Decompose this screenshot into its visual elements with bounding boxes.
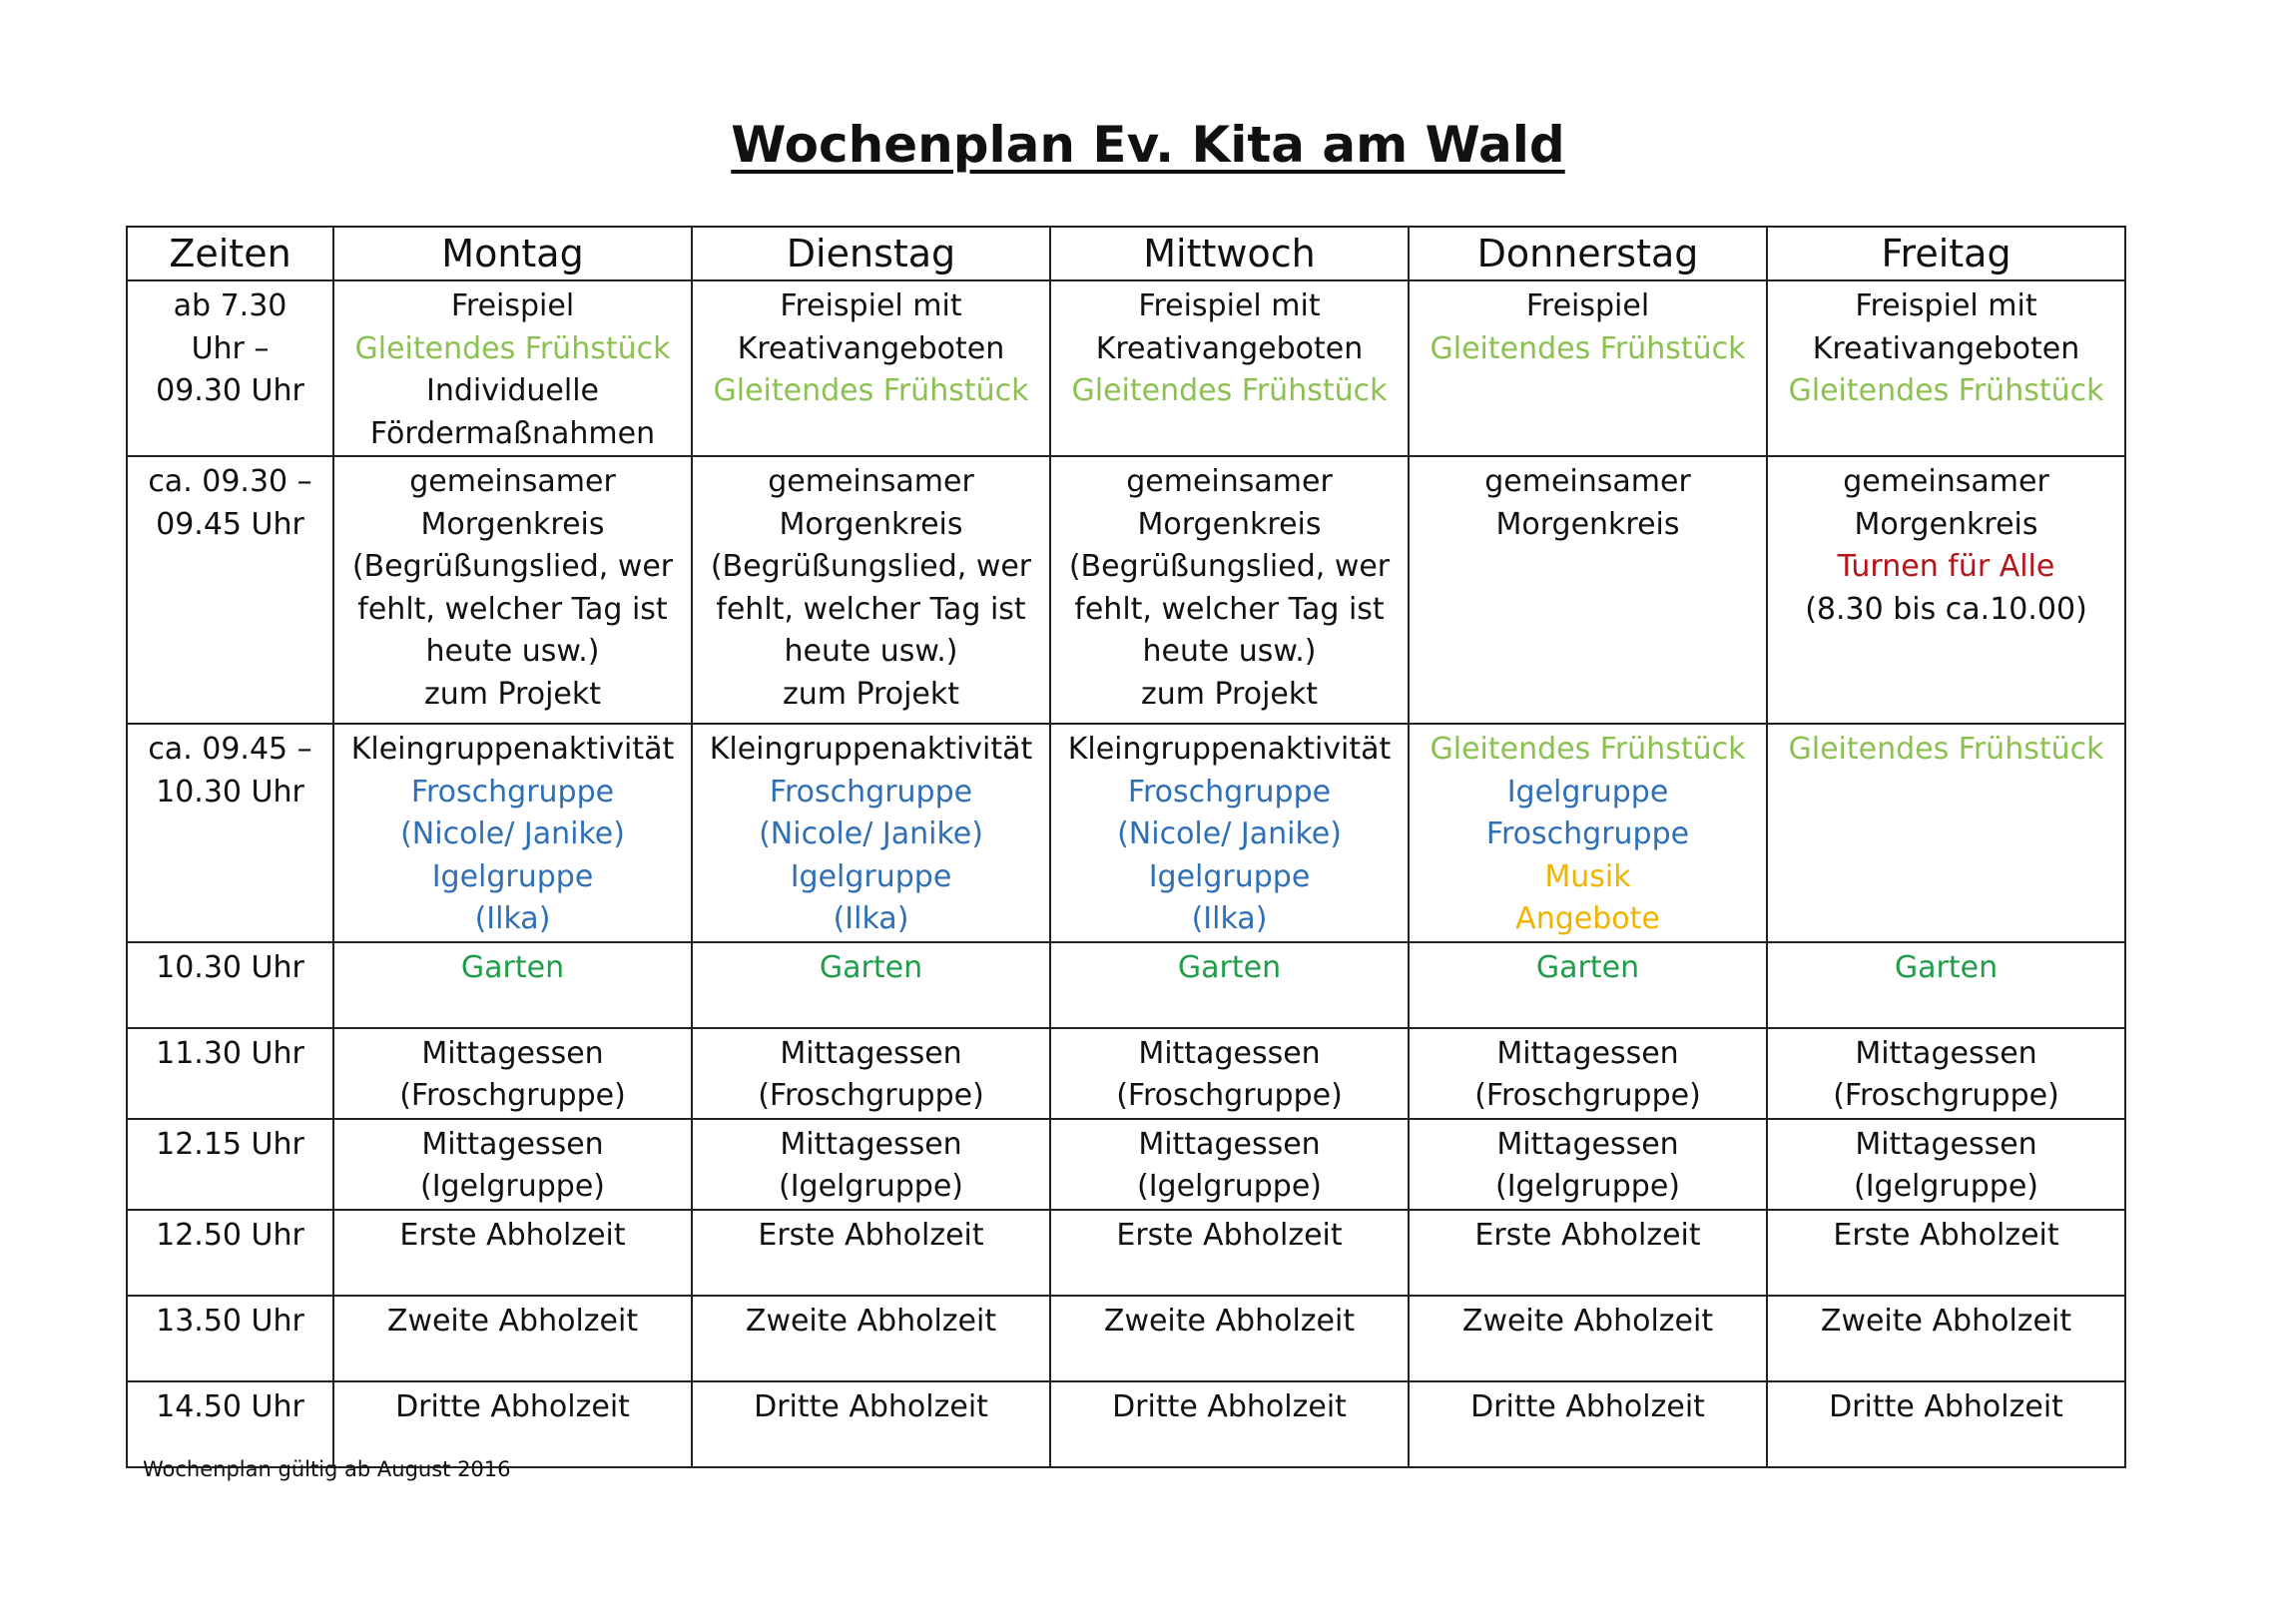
activity-line: Mittagessen — [780, 1126, 962, 1162]
activity-cell-mittwoch — [1050, 724, 1409, 942]
activity-line: Gleitendes Frühstück — [354, 330, 671, 366]
schedule-row — [127, 724, 2125, 942]
activity-line: Morgenkreis — [1495, 506, 1680, 542]
time-line: 12.50 Uhr — [156, 1217, 304, 1253]
activity-line: Kreativangeboten — [737, 330, 1005, 366]
time-line: 10.30 Uhr — [156, 774, 304, 810]
time-line: 10.30 Uhr — [156, 949, 304, 985]
activity-line: Froschgruppe — [410, 774, 615, 810]
weekly-schedule-table — [126, 226, 2126, 1468]
activity-line: Garten — [819, 949, 923, 985]
schedule-row — [127, 280, 2125, 456]
activity-line: (Igelgruppe) — [1494, 1169, 1681, 1204]
activity-cell-mittwoch — [1050, 1210, 1409, 1296]
activity-cell-dienstag — [692, 1381, 1050, 1467]
activity-cell-dienstag — [692, 1296, 1050, 1381]
activity-line: Gleitendes Frühstück — [713, 373, 1029, 408]
time-cell — [127, 1296, 333, 1381]
activity-cell-montag — [333, 724, 692, 942]
activity-line: gemeinsamer — [768, 464, 974, 499]
activity-line: (Ilka) — [474, 901, 551, 936]
activity-cell-mittwoch — [1050, 1028, 1409, 1119]
activity-cell-mittwoch — [1050, 942, 1409, 1028]
activity-line: fehlt, welcher Tag ist — [1074, 591, 1385, 627]
activity-cell-mittwoch — [1050, 280, 1409, 456]
activity-cell-montag — [333, 1028, 692, 1119]
activity-line: Fördermaßnahmen — [369, 415, 656, 451]
activity-line: Mittagessen — [1138, 1126, 1321, 1162]
activity-line: Mittagessen — [780, 1035, 962, 1071]
time-line: ca. 09.30 – — [148, 464, 312, 499]
activity-cell-freitag — [1767, 1381, 2125, 1467]
time-line: 14.50 Uhr — [156, 1388, 304, 1424]
time-cell — [127, 1119, 333, 1210]
activity-line: (Froschgruppe) — [399, 1078, 626, 1113]
activity-line: (Froschgruppe) — [758, 1078, 984, 1113]
activity-cell-donnerstag — [1409, 1381, 1767, 1467]
activity-cell-mittwoch — [1050, 456, 1409, 724]
schedule-row — [127, 1381, 2125, 1467]
activity-cell-freitag — [1767, 1210, 2125, 1296]
time-cell — [127, 1381, 333, 1467]
activity-cell-montag — [333, 1119, 692, 1210]
schedule-body — [127, 280, 2125, 1467]
activity-line: Igelgruppe — [431, 858, 594, 894]
header-freitag: Freitag — [1767, 227, 2125, 280]
time-cell — [127, 1028, 333, 1119]
time-line: 09.30 Uhr — [156, 373, 304, 408]
header-row — [127, 227, 2125, 280]
activity-line: Gleitendes Frühstück — [1430, 732, 1746, 767]
activity-line: Garten — [460, 949, 565, 985]
activity-cell-donnerstag — [1409, 1296, 1767, 1381]
activity-line: Garten — [1177, 949, 1282, 985]
activity-line: Mittagessen — [1855, 1126, 2037, 1162]
time-line: ca. 09.45 – — [148, 732, 312, 767]
activity-line: heute usw.) — [425, 634, 600, 669]
activity-line: zum Projekt — [423, 676, 602, 712]
activity-line: Erste Abholzeit — [399, 1217, 626, 1253]
activity-line: Morgenkreis — [779, 506, 963, 542]
activity-line: (Nicole/ Janike) — [759, 816, 983, 851]
activity-line: gemeinsamer — [1484, 464, 1691, 499]
activity-cell-dienstag — [692, 724, 1050, 942]
activity-line: Zweite Abholzeit — [745, 1303, 997, 1339]
activity-line: Kleingruppenaktivität — [350, 732, 675, 767]
activity-line: Erste Abholzeit — [1116, 1217, 1343, 1253]
activity-line: Gleitendes Frühstück — [1071, 373, 1388, 408]
schedule-row — [127, 456, 2125, 724]
activity-line: Zweite Abholzeit — [386, 1303, 639, 1339]
activity-line: Gleitendes Frühstück — [1430, 330, 1746, 366]
activity-cell-donnerstag — [1409, 942, 1767, 1028]
activity-cell-freitag — [1767, 1296, 2125, 1381]
activity-cell-donnerstag — [1409, 724, 1767, 942]
header-donnerstag: Donnerstag — [1409, 227, 1767, 280]
page-title-text: Wochenplan Ev. Kita am Wald — [731, 116, 1565, 174]
activity-cell-montag — [333, 1296, 692, 1381]
activity-line: Mittagessen — [1138, 1035, 1321, 1071]
activity-cell-mittwoch — [1050, 1296, 1409, 1381]
activity-line: (8.30 bis ca.10.00) — [1805, 591, 2087, 627]
activity-line: Turnen für Alle — [1837, 549, 2055, 584]
activity-line: Freispiel mit — [1855, 288, 2037, 323]
header-mittwoch: Mittwoch — [1050, 227, 1409, 280]
activity-cell-donnerstag — [1409, 280, 1767, 456]
activity-line: Musik — [1544, 858, 1631, 894]
activity-line: Kleingruppenaktivität — [1067, 732, 1392, 767]
activity-line: Angebote — [1515, 901, 1660, 936]
activity-line: gemeinsamer — [1843, 464, 2049, 499]
activity-line: fehlt, welcher Tag ist — [716, 591, 1026, 627]
activity-line: gemeinsamer — [1126, 464, 1333, 499]
activity-line: Garten — [1535, 949, 1640, 985]
activity-line: Morgenkreis — [1854, 506, 2038, 542]
activity-line: Igelgruppe — [1506, 774, 1669, 810]
activity-line: Mittagessen — [1496, 1035, 1679, 1071]
activity-line: Igelgruppe — [1148, 858, 1311, 894]
activity-cell-montag — [333, 942, 692, 1028]
activity-cell-mittwoch — [1050, 1119, 1409, 1210]
activity-line: (Begrüßungslied, wer — [351, 549, 674, 584]
activity-line: Zweite Abholzeit — [1103, 1303, 1356, 1339]
activity-cell-freitag — [1767, 1119, 2125, 1210]
schedule-row — [127, 1296, 2125, 1381]
activity-line: (Igelgruppe) — [1853, 1169, 2039, 1204]
schedule-row — [127, 1028, 2125, 1119]
activity-cell-dienstag — [692, 1119, 1050, 1210]
time-line: Uhr – — [191, 330, 270, 366]
activity-line: Kreativangeboten — [1095, 330, 1364, 366]
activity-line: zum Projekt — [1140, 676, 1319, 712]
header-montag: Montag — [333, 227, 692, 280]
activity-line: (Froschgruppe) — [1116, 1078, 1343, 1113]
schedule-row — [127, 942, 2125, 1028]
activity-line: (Igelgruppe) — [778, 1169, 964, 1204]
activity-cell-freitag — [1767, 456, 2125, 724]
activity-line: zum Projekt — [782, 676, 960, 712]
activity-cell-donnerstag — [1409, 1028, 1767, 1119]
activity-cell-freitag — [1767, 724, 2125, 942]
activity-line: Freispiel — [1525, 288, 1650, 323]
activity-line: Freispiel mit — [1138, 288, 1321, 323]
activity-line: Mittagessen — [1496, 1126, 1679, 1162]
activity-line: Erste Abholzeit — [1474, 1217, 1701, 1253]
activity-line: Dritte Abholzeit — [1112, 1388, 1347, 1424]
activity-line: Mittagessen — [421, 1035, 604, 1071]
activity-line: (Igelgruppe) — [419, 1169, 606, 1204]
activity-cell-dienstag — [692, 280, 1050, 456]
time-line: 11.30 Uhr — [156, 1035, 304, 1071]
activity-line: (Ilka) — [833, 901, 909, 936]
time-cell — [127, 1210, 333, 1296]
activity-cell-montag — [333, 456, 692, 724]
header-zeiten: Zeiten — [127, 227, 333, 280]
activity-line: Kreativangeboten — [1812, 330, 2080, 366]
activity-line: Erste Abholzeit — [758, 1217, 984, 1253]
activity-line: Dritte Abholzeit — [1829, 1388, 2063, 1424]
validity-footnote: Wochenplan gültig ab August 2016 — [143, 1457, 511, 1481]
activity-line: (Froschgruppe) — [1474, 1078, 1701, 1113]
activity-line: Mittagessen — [1855, 1035, 2037, 1071]
activity-cell-dienstag — [692, 942, 1050, 1028]
activity-line: Erste Abholzeit — [1833, 1217, 2059, 1253]
activity-cell-montag — [333, 1381, 692, 1467]
activity-line: heute usw.) — [1142, 634, 1317, 669]
activity-cell-montag — [333, 1210, 692, 1296]
activity-line: Dritte Abholzeit — [1470, 1388, 1705, 1424]
time-cell — [127, 942, 333, 1028]
activity-line: heute usw.) — [784, 634, 958, 669]
activity-cell-dienstag — [692, 1028, 1050, 1119]
activity-cell-freitag — [1767, 1028, 2125, 1119]
time-line: 13.50 Uhr — [156, 1303, 304, 1339]
activity-cell-donnerstag — [1409, 1210, 1767, 1296]
activity-line: Zweite Abholzeit — [1461, 1303, 1714, 1339]
schedule-row — [127, 1210, 2125, 1296]
activity-line: (Begrüßungslied, wer — [710, 549, 1032, 584]
activity-cell-donnerstag — [1409, 456, 1767, 724]
time-cell — [127, 724, 333, 942]
activity-cell-dienstag — [692, 1210, 1050, 1296]
activity-line: Morgenkreis — [420, 506, 605, 542]
activity-line: (Nicole/ Janike) — [400, 816, 625, 851]
activity-line: (Begrüßungslied, wer — [1068, 549, 1391, 584]
activity-cell-mittwoch — [1050, 1381, 1409, 1467]
header-dienstag: Dienstag — [692, 227, 1050, 280]
activity-line: Froschgruppe — [1127, 774, 1332, 810]
activity-line: Kleingruppenaktivität — [709, 732, 1033, 767]
activity-line: gemeinsamer — [409, 464, 616, 499]
activity-line: Individuelle — [426, 373, 599, 408]
activity-line: Igelgruppe — [790, 858, 952, 894]
activity-cell-donnerstag — [1409, 1119, 1767, 1210]
page-title — [0, 118, 2296, 173]
activity-cell-freitag — [1767, 942, 2125, 1028]
activity-line: Dritte Abholzeit — [754, 1388, 988, 1424]
activity-line: Froschgruppe — [1485, 816, 1690, 851]
activity-line: Froschgruppe — [769, 774, 973, 810]
time-line: 12.15 Uhr — [156, 1126, 304, 1162]
activity-line: (Ilka) — [1191, 901, 1268, 936]
time-line: 09.45 Uhr — [156, 506, 304, 542]
activity-line: Mittagessen — [421, 1126, 604, 1162]
activity-cell-dienstag — [692, 456, 1050, 724]
activity-line: Freispiel — [450, 288, 575, 323]
activity-line: (Froschgruppe) — [1833, 1078, 2059, 1113]
activity-line: Dritte Abholzeit — [395, 1388, 630, 1424]
activity-line: Morgenkreis — [1137, 506, 1322, 542]
activity-line: Garten — [1894, 949, 1999, 985]
activity-line: Freispiel mit — [780, 288, 962, 323]
activity-cell-montag — [333, 280, 692, 456]
activity-line: Zweite Abholzeit — [1820, 1303, 2072, 1339]
activity-cell-freitag — [1767, 280, 2125, 456]
activity-line: fehlt, welcher Tag ist — [357, 591, 668, 627]
time-line: ab 7.30 — [173, 288, 287, 323]
schedule-row — [127, 1119, 2125, 1210]
activity-line: Gleitendes Frühstück — [1788, 732, 2104, 767]
time-cell — [127, 456, 333, 724]
activity-line: Gleitendes Frühstück — [1788, 373, 2104, 408]
time-cell — [127, 280, 333, 456]
activity-line: (Igelgruppe) — [1136, 1169, 1323, 1204]
activity-line: (Nicole/ Janike) — [1117, 816, 1342, 851]
